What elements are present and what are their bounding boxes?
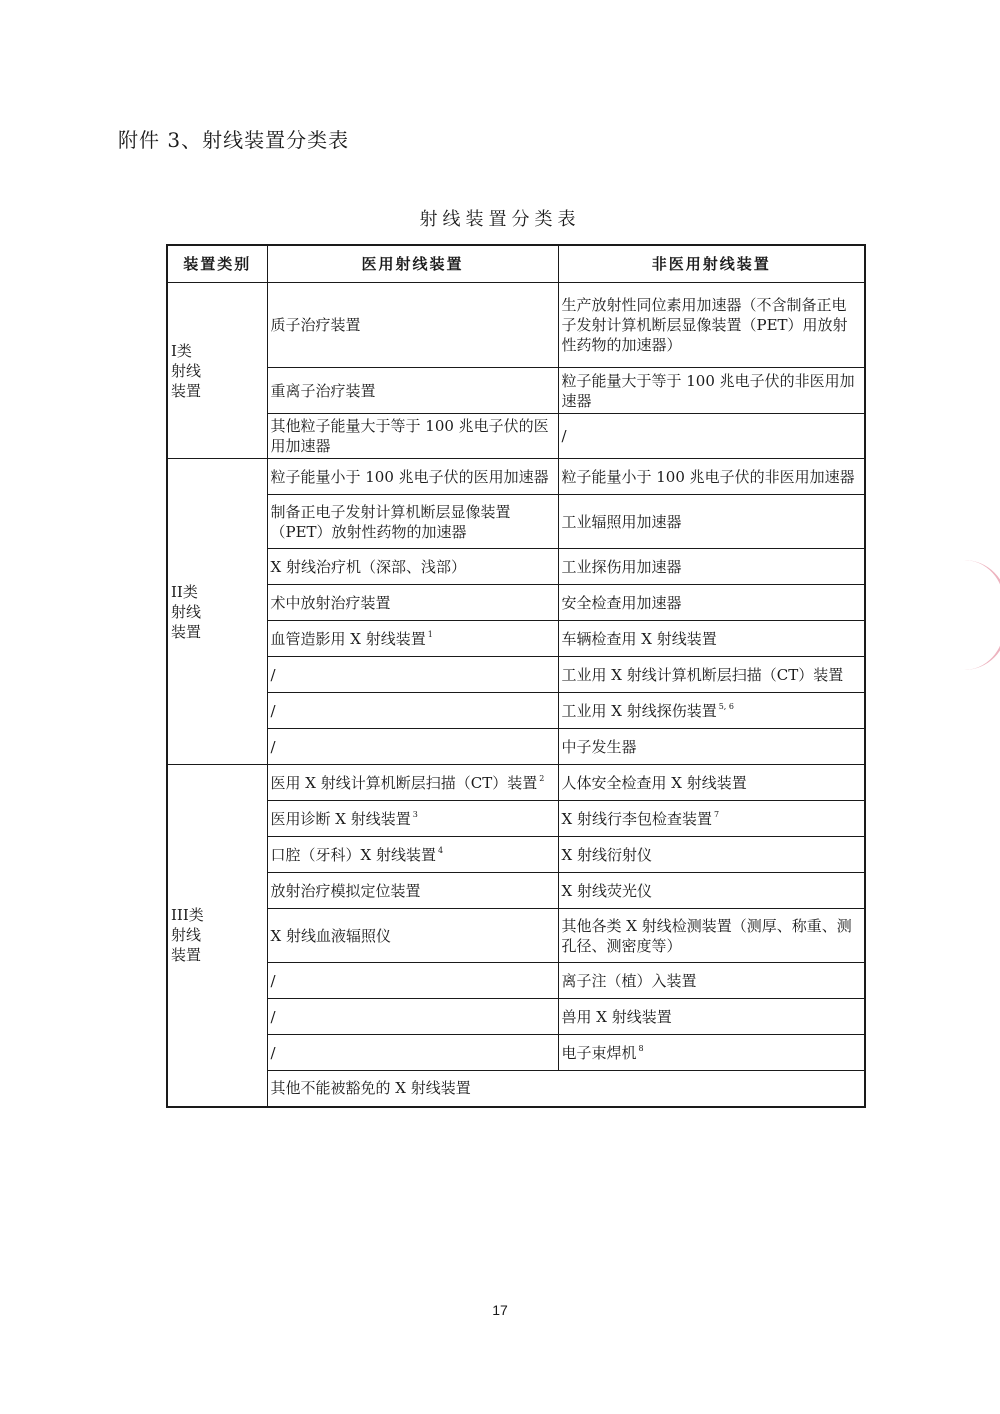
medical-cell: / <box>267 729 558 765</box>
medical-cell: X 射线治疗机（深部、浅部） <box>267 549 558 585</box>
medical-cell: 术中放射治疗装置 <box>267 585 558 621</box>
table-row <box>167 693 865 729</box>
category-class-3: III类 射线 装置 <box>167 765 267 1107</box>
table-row <box>167 657 865 693</box>
table-row <box>167 549 865 585</box>
footnote-ref: 1 <box>427 629 433 639</box>
nonmedical-cell: X 射线衍射仪 <box>558 837 865 873</box>
nonmedical-cell: 工业用 X 射线探伤装置 $^{5, 6}$ <box>558 693 865 729</box>
category-class-2: II类 射线 装置 <box>167 459 267 765</box>
final-row-cell: 其他不能被豁免的 X 射线装置 <box>267 1071 865 1107</box>
header-category: 装置类别 <box>167 245 267 283</box>
table-row <box>167 283 865 368</box>
footnote-ref: 7 <box>713 809 720 819</box>
medical-cell: 其他粒子能量大于等于 100 兆电子伏的医用加速器 <box>267 414 558 459</box>
table-row <box>167 729 865 765</box>
nonmedical-cell: 安全检查用加速器 <box>558 585 865 621</box>
table-row <box>167 621 865 657</box>
classification-table <box>166 244 866 1108</box>
nonmedical-cell: 其他各类 X 射线检测装置（测厚、称重、测孔径、测密度等） <box>558 909 865 963</box>
footnote-ref: 5, 6 <box>718 701 734 711</box>
header-nonmedical: 非医用射线装置 <box>558 245 865 283</box>
nonmedical-cell: / <box>558 414 865 459</box>
medical-cell: 制备正电子发射计算机断层显像装置（PET）放射性药物的加速器 <box>267 495 558 549</box>
nonmedical-cell: 离子注（植）入装置 <box>558 963 865 999</box>
footnote-ref: 3 <box>412 809 418 819</box>
table-row <box>167 837 865 873</box>
medical-cell: / <box>267 1035 558 1071</box>
table-row <box>167 873 865 909</box>
page-heading: 附件 3、射线装置分类表 <box>118 128 350 152</box>
nonmedical-cell: X 射线荧光仪 <box>558 873 865 909</box>
table-row <box>167 963 865 999</box>
nonmedical-cell: 生产放射性同位素用加速器（不含制备正电子发射计算机断层显像装置（PET）用放射性药物的加速器） <box>558 283 865 368</box>
medical-cell: / <box>267 999 558 1035</box>
table-row <box>167 495 865 549</box>
table-row <box>167 1035 865 1071</box>
medical-cell: 质子治疗装置 <box>267 283 558 368</box>
nonmedical-cell: 中子发生器 <box>558 729 865 765</box>
medical-cell: 医用诊断 X 射线装置 $^3$ <box>267 801 558 837</box>
footnote-ref: 8 <box>638 1043 644 1053</box>
table-row <box>167 585 865 621</box>
nonmedical-cell: 车辆检查用 X 射线装置 <box>558 621 865 657</box>
category-class-1: I类 射线 装置 <box>167 283 267 459</box>
table-row <box>167 1071 865 1107</box>
footnote-ref: 4 <box>437 845 444 855</box>
table-header-row <box>167 245 865 283</box>
nonmedical-cell: 工业用 X 射线计算机断层扫描（CT）装置 <box>558 657 865 693</box>
table-row <box>167 765 865 801</box>
medical-cell: X 射线血液辐照仪 <box>267 909 558 963</box>
table-row <box>167 459 865 495</box>
medical-cell: 医用 X 射线计算机断层扫描（CT）装置 $^2$ <box>267 765 558 801</box>
medical-cell: 口腔（牙科）X 射线装置 $^4$ <box>267 837 558 873</box>
table-row <box>167 414 865 459</box>
table-title: 射线装置分类表 <box>419 209 581 230</box>
nonmedical-cell: 工业辐照用加速器 <box>558 495 865 549</box>
nonmedical-cell: 粒子能量大于等于 100 兆电子伏的非医用加速器 <box>558 368 865 414</box>
medical-cell: / <box>267 693 558 729</box>
medical-cell: / <box>267 657 558 693</box>
table-row <box>167 368 865 414</box>
nonmedical-cell: 人体安全检查用 X 射线装置 <box>558 765 865 801</box>
table-row <box>167 909 865 963</box>
page-number: 17 <box>492 1302 508 1318</box>
medical-cell: 重离子治疗装置 <box>267 368 558 414</box>
medical-cell: 粒子能量小于 100 兆电子伏的医用加速器 <box>267 459 558 495</box>
medical-cell: 放射治疗模拟定位装置 <box>267 873 558 909</box>
nonmedical-cell: 兽用 X 射线装置 <box>558 999 865 1035</box>
nonmedical-cell: 电子束焊机 $^8$ <box>558 1035 865 1071</box>
nonmedical-cell: 粒子能量小于 100 兆电子伏的非医用加速器 <box>558 459 865 495</box>
table-row <box>167 999 865 1035</box>
medical-cell: / <box>267 963 558 999</box>
medical-cell: 血管造影用 X 射线装置 $^1$ <box>267 621 558 657</box>
nonmedical-cell: X 射线行李包检查装置 $^7$ <box>558 801 865 837</box>
stamp-mark <box>964 560 1000 670</box>
nonmedical-cell: 工业探伤用加速器 <box>558 549 865 585</box>
header-medical: 医用射线装置 <box>267 245 558 283</box>
table-row <box>167 801 865 837</box>
footnote-ref: 2 <box>539 773 545 783</box>
